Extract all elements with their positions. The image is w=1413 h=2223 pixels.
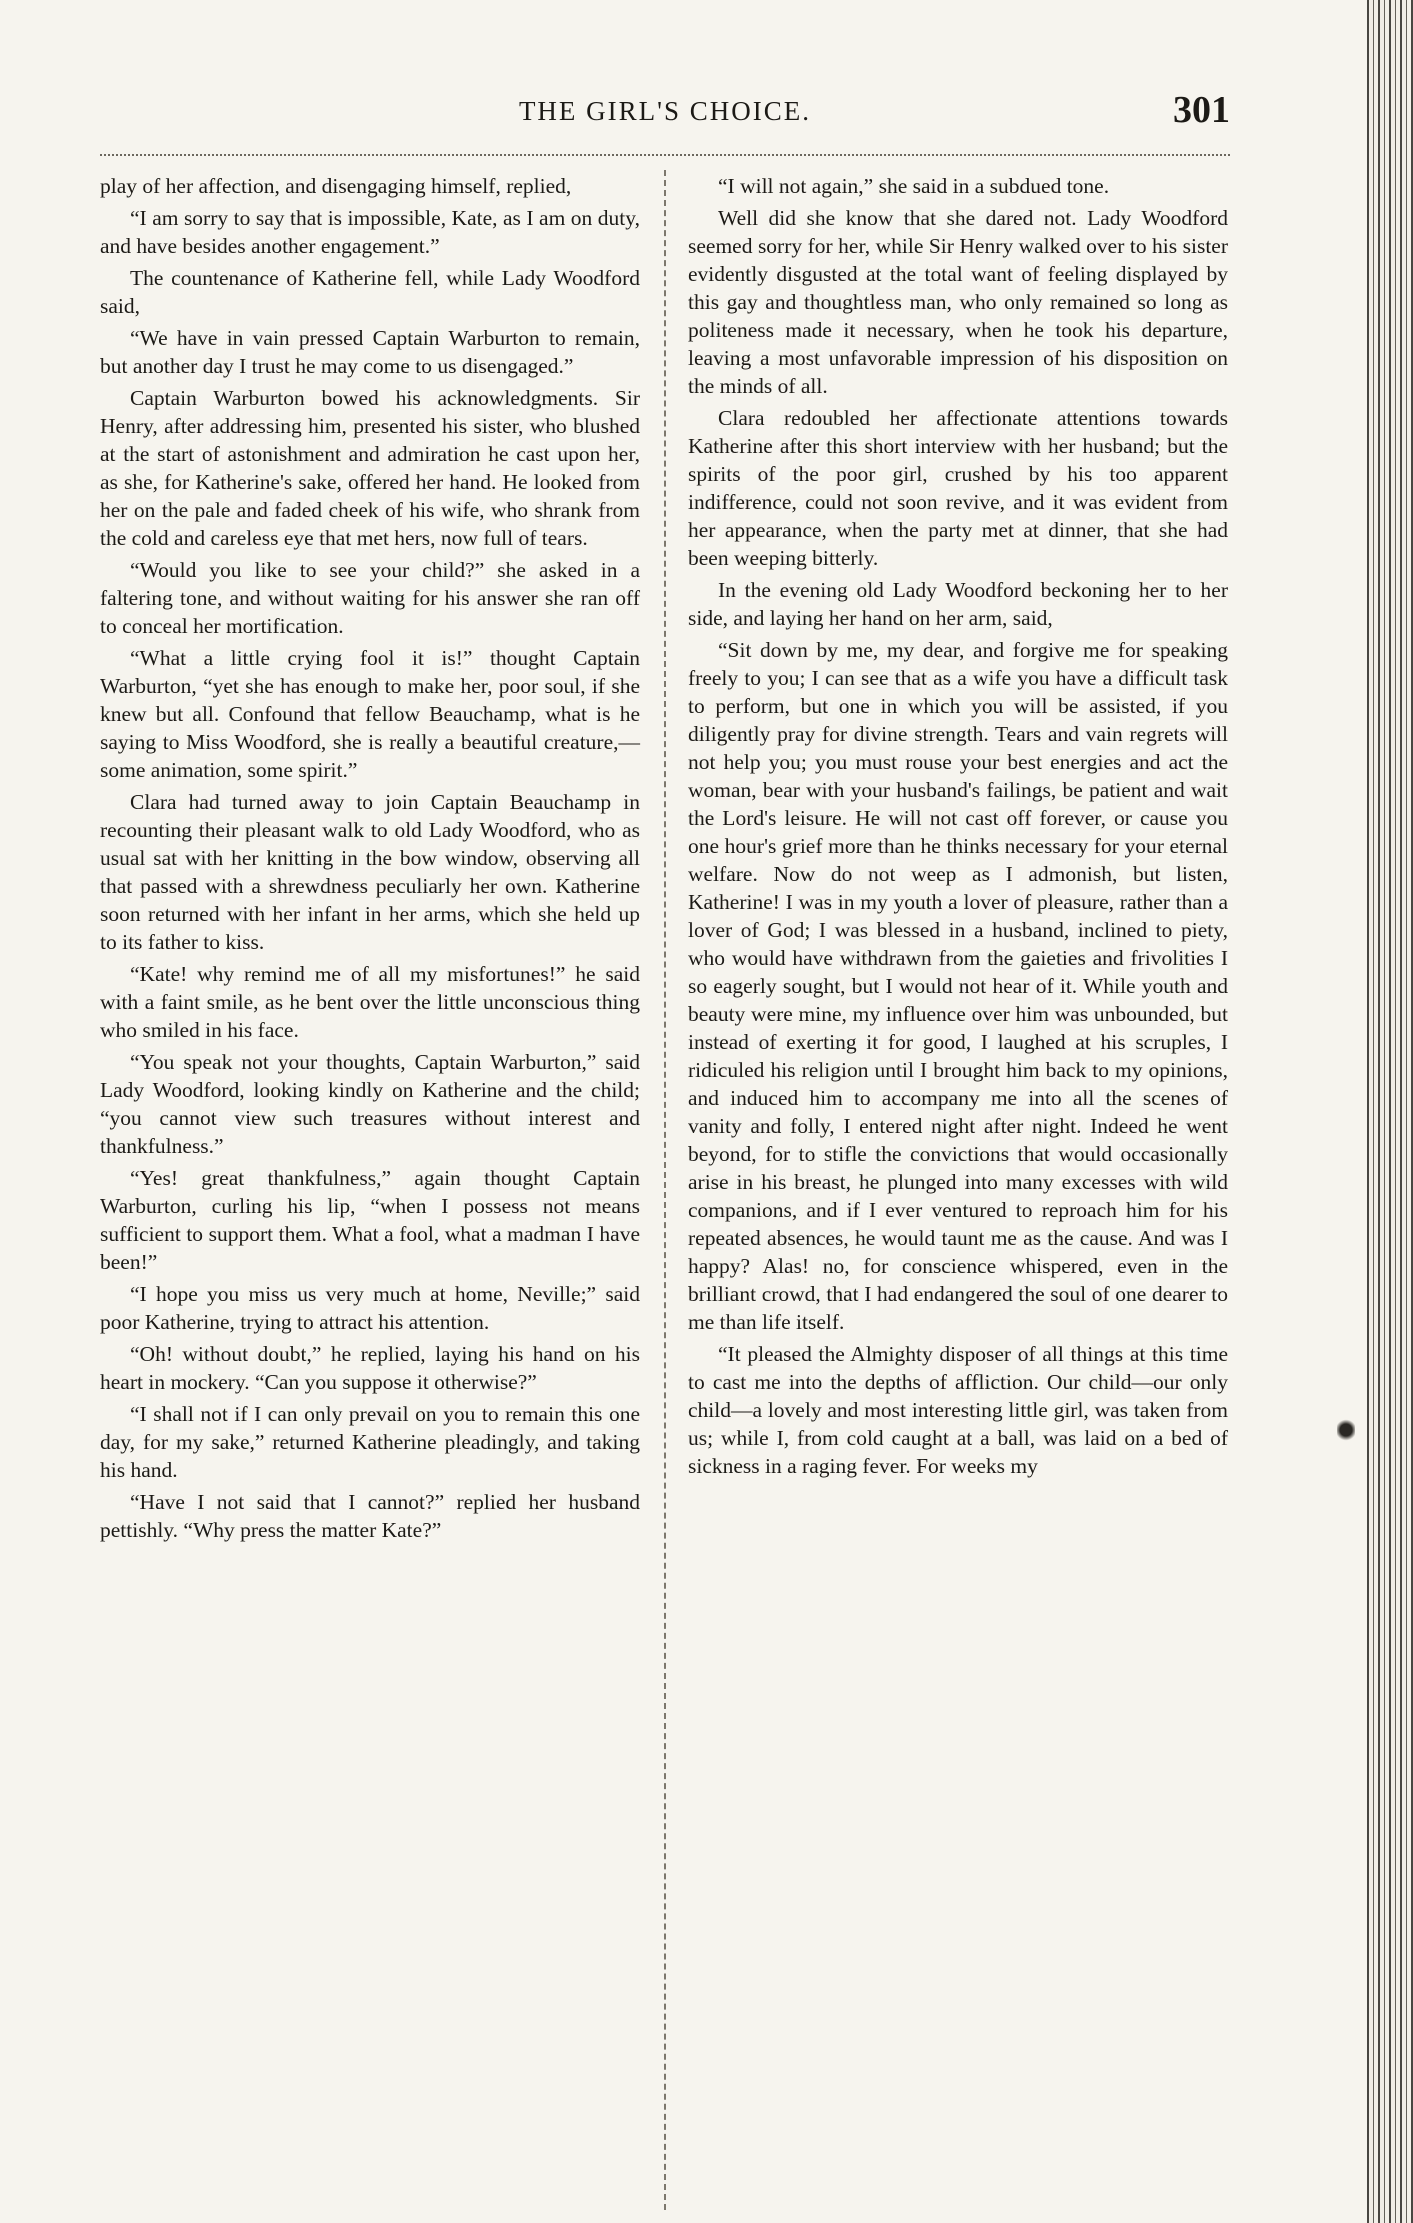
- paragraph: The countenance of Katherine fell, while Lady Woodford said,: [100, 266, 640, 318]
- paragraph: “You speak not your thoughts, Captain Warburton,” said Lady Woodford, looking kindly on Katherine and the child; “you cannot view such treasures without interest and thankfulness.”: [100, 1050, 640, 1158]
- running-title: THE GIRL'S CHOICE.: [518, 96, 812, 126]
- paragraph: “It pleased the Almighty disposer of all things at this time to cast me into the depths of affliction. Our child—our only child—a lovely and most interesting little girl, was taken from us; while I, from cold caught at a ball, was laid on a bed of sickness in a raging fever. For weeks my: [688, 1342, 1228, 1478]
- left-column: [100, 172, 640, 1548]
- paragraph: “I shall not if I can only prevail on you to remain this one day, for my sake,” returned Katherine pleadingly, and taking his hand.: [100, 1402, 640, 1482]
- paragraph: “I am sorry to say that is impossible, Kate, as I am on duty, and have besides another engagement.”: [100, 206, 640, 258]
- paragraph: “I will not again,” she said in a subdued tone.: [718, 174, 1110, 198]
- paragraph: Captain Warburton bowed his acknowledgments. Sir Henry, after addressing him, presented his sister, who blushed at the start of astonishment and admiration he cast upon her, as she, for Katherine's sake, offered her hand. He looked from her on the pale and faded cheek of his wife, who shrank from the cold and careless eye that met hers, now full of tears.: [100, 386, 640, 550]
- paragraph: play of her affection, and disengaging himself, replied,: [100, 174, 572, 198]
- header-rule: [100, 154, 1230, 156]
- ink-smudge: [1337, 1418, 1355, 1442]
- paragraph: “Sit down by me, my dear, and forgive me for speaking freely to you; I can see that as a wife you have a difficult task to perform, but one in which you will be assisted, if you diligently pray for divine strength. Tears and vain regrets will not help you; you must rouse your best energies and act the woman, bear with your husband's failings, be patient and wait the Lord's leisure. He will not cast off forever, or cause you one hour's grief more than he thinks necessary for your eternal welfare. Now do not weep as I admonish, but listen, Katherine! I was in my youth a lover of pleasure, rather than a lover of God; I was blessed in a husband, inclined to piety, who would have withdrawn from the gaieties and frivolities I so eagerly sought, but I would not hear of it. While youth and beauty were mine, my influence over him was unbounded, but instead of exerting it for good, I laughed at his scruples, I ridiculed his religion until I brought him back to my opinions, and induced him to accompany me into all the scenes of vanity and folly, I entered night after night. Indeed he went beyond, for to stifle the convictions that would occasionally arise in his breast, he plunged into many excesses with wild companions, and if I ever ventured to reproach him for his repeated absences, he would taunt me as the cause. And was I happy? Alas! no, for conscience whispered, even in the brilliant crowd, that I had endangered the soul of one dearer to me than life itself.: [688, 638, 1228, 1334]
- binding-edge: [1367, 0, 1413, 2223]
- paragraph: Clara had turned away to join Captain Beauchamp in recounting their pleasant walk to old Lady Woodford, who as usual sat with her knitting in the bow window, observing all that passed with a shrewdness peculiarly her own. Katherine soon returned with her infant in her arms, which she held up to its father to kiss.: [100, 790, 640, 954]
- paragraph: Well did she know that she dared not. Lady Woodford seemed sorry for her, while Sir Henry walked over to his sister evidently disgusted at the total want of feeling displayed by this gay and thoughtless man, who only remained so long as politeness made it necessary, when he took his departure, leaving a most unfavorable impression of his disposition on the minds of all.: [688, 206, 1228, 398]
- paragraph: “Oh! without doubt,” he replied, laying his hand on his heart in mockery. “Can you suppose it otherwise?”: [100, 1342, 640, 1394]
- paragraph: “Yes! great thankfulness,” again thought Captain Warburton, curling his lip, “when I possess not means sufficient to support them. What a fool, what a madman I have been!”: [100, 1166, 640, 1274]
- paragraph: “I hope you miss us very much at home, Neville;” said poor Katherine, trying to attract his attention.: [100, 1282, 640, 1334]
- running-head: [100, 89, 1230, 136]
- right-column: [688, 172, 1228, 1484]
- paragraph: “We have in vain pressed Captain Warburton to remain, but another day I trust he may come to us disengaged.”: [100, 326, 640, 378]
- paragraph: “Would you like to see your child?” she asked in a faltering tone, and without waiting for his answer she ran off to conceal her mortification.: [100, 558, 640, 638]
- page-number: 301: [1173, 89, 1230, 131]
- paragraph: “Have I not said that I cannot?” replied her husband pettishly. “Why press the matter Kate?”: [100, 1490, 640, 1542]
- column-divider: [664, 170, 666, 2210]
- paragraph: “What a little crying fool it is!” thought Captain Warburton, “yet she has enough to make her, poor soul, if she knew but all. Confound that fellow Beauchamp, what is he saying to Miss Woodford, she is really a beautiful creature,—some animation, some spirit.”: [100, 646, 640, 782]
- paragraph: Clara redoubled her affectionate attentions towards Katherine after this short interview with her husband; but the spirits of the poor girl, crushed by his too apparent indifference, could not soon revive, and it was evident from her appearance, when the party met at dinner, that she had been weeping bitterly.: [688, 406, 1228, 570]
- paragraph: “Kate! why remind me of all my misfortunes!” he said with a faint smile, as he bent over the little unconscious thing who smiled in his face.: [100, 962, 640, 1042]
- paragraph: In the evening old Lady Woodford beckoning her to her side, and laying her hand on her arm, said,: [688, 578, 1228, 630]
